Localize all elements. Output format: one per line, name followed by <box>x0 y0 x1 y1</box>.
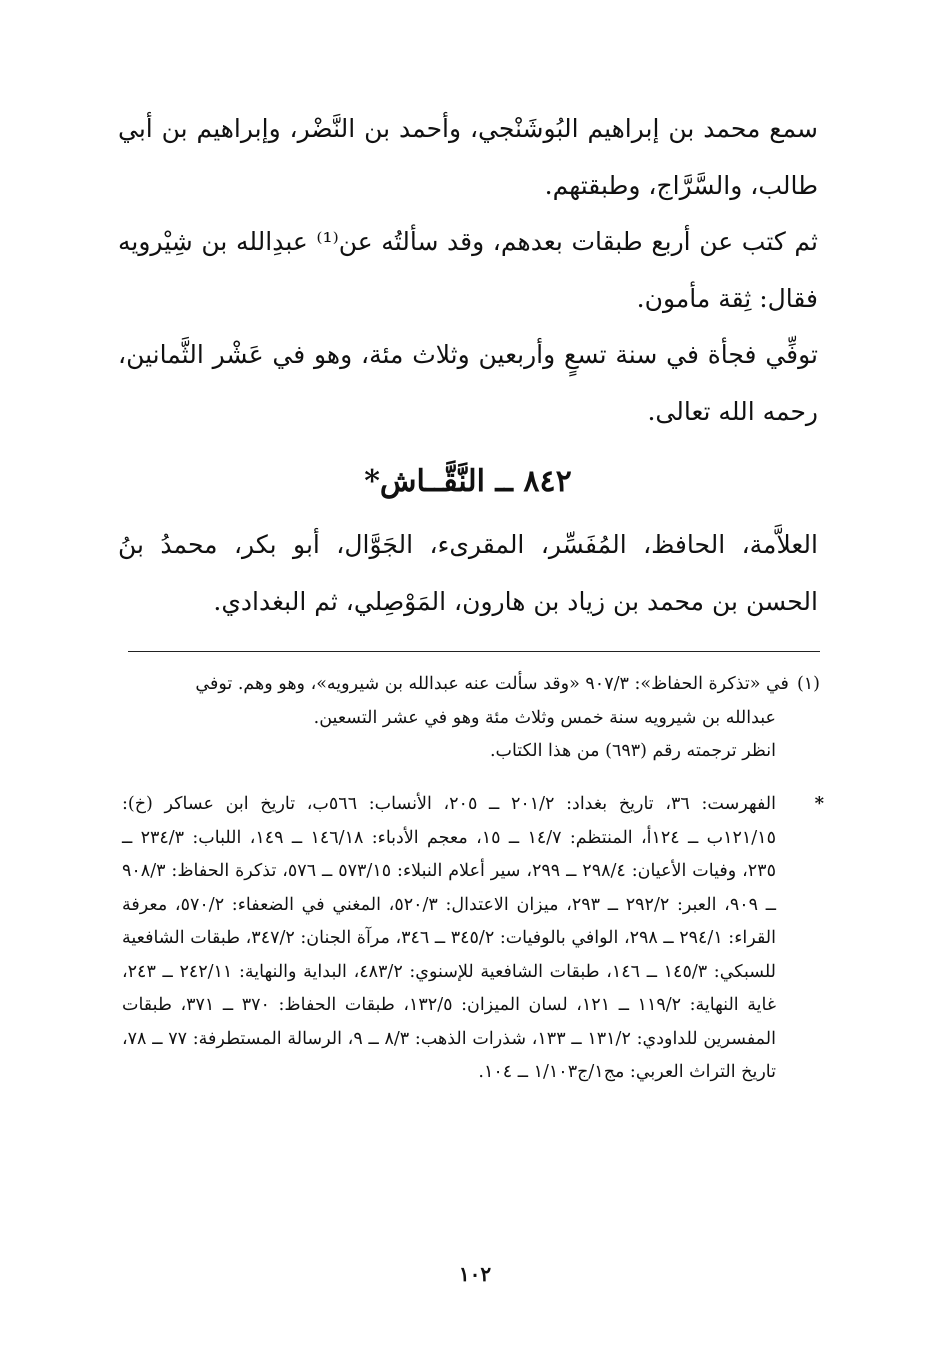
footnote-sources <box>122 788 820 1090</box>
paragraph-text: سمع محمد بن إبراهيم البُوشَنْجي، وأحمد بن النَّضْر، وإبراهيم بن أبي طالب، والسَّرَّاج، وطبقتهم. <box>118 114 818 200</box>
paragraph-text: ثم كتب عن أربع طبقات بعدهم، وقد سألتُه عن⁽¹⁾ عبدِالله بن شِيْرويه فقال: ثِقة مأمون. <box>118 227 819 313</box>
paragraph-wrote <box>118 213 818 327</box>
footnote-1 <box>122 668 820 769</box>
paragraph-death <box>118 326 818 440</box>
footnote-sources-text: الفهرست: ٣٦، تاريخ بغداد: ٢٠١/٢ ــ ٢٠٥، الأنساب: ٥٦٦ب، تاريخ ابن عساكر (خ): ١٢١/١٥ب ــ ١٢٤أ، المنتظم: ١٤/٧ ــ ١٥، معجم الأدباء: ١٤٦/١٨ ــ ١٤٩، اللباب: ٢٣٤/٣ ــ ٢٣٥، وفيات الأعيان: ٢٩٨/٤ ــ ٢٩٩، سير أعلام النبلاء: ٥٧٣/١٥ ــ ٥٧٦، تذكرة الحفاظ: ٩٠٨/٣ ــ ٩٠٩، العبر: ٢٩٢/٢ ــ ٢٩٣، ميزان الاعتدال: ٥٢٠/٣، المغني في الضعفاء: ٥٧٠/٢، معرفة القراء: ٢٩٤/١ ــ ٢٩٨، الوافي بالوفيات: ٣٤٥/٢ ــ ٣٤٦، مرآة الجنان: ٣٤٧/٢، طبقات الشافعية للسبكي: ١٤٥/٣ ــ ١٤٦، طبقات الشافعية للإسنوي: ٤٨٣/٢، البداية والنهاية: ٢٤٢/١١ ــ ٢٤٣، غاية النهاية: ١١٩/٢ ــ ١٢١، لسان الميزان: ١٣٢/٥، طبقات الحفاظ: ٣٧٠ ــ ٣٧١، طبقات المفسرين للداودي: ١٣١/٢ ــ ١٣٣، شذرات الذهب: ٨/٣ ــ ٩، الرسالة المستطرفة: ٧٧ ــ ٧٨، تاريخ التراث العربي: مج١/ج١/١٠٣ ــ ١٠٤. <box>122 794 776 1082</box>
footnote-1-line-2: عبدالله بن شيرويه سنة خمس وثلاث مئة وهو في عشر التسعين. <box>313 707 776 728</box>
entry-paragraph <box>118 516 818 630</box>
footnote-1-number: (١) <box>796 674 820 694</box>
footnote-star-marker: * <box>814 793 824 814</box>
entry-heading: ٨٤٢ ــ النَّقَّــاش* <box>364 464 572 499</box>
paragraph-text: توفِّي فجأة في سنة تسعٍ وأربعين وثلاث مئة، وهو في عَشْر الثَّمانين، رحمه الله تعالى. <box>118 340 818 426</box>
paragraph-text: العلاَّمة، الحافظ، المُفَسِّر، المقرىء، الجَوَّال، أبو بكر، محمدُ بنُ الحسن بن محمد بن زياد بن هارون، المَوْصِلي، ثم البغدادي. <box>118 530 818 616</box>
paragraph-heard-from <box>118 100 818 214</box>
page-number: ١٠٢ <box>458 1262 492 1286</box>
footnote-1-line-3: انظر ترجمته رقم (٦٩٣) من هذا الكتاب. <box>489 741 776 761</box>
footnote-1-line-1 <box>122 668 820 702</box>
footnote-divider <box>128 651 820 652</box>
footnote-1-text: في «تذكرة الحفاظ»: ٩٠٧/٣ «وقد سألت عنه عبدالله بن شيرويه»، وهو وهم. توفي <box>195 674 789 694</box>
